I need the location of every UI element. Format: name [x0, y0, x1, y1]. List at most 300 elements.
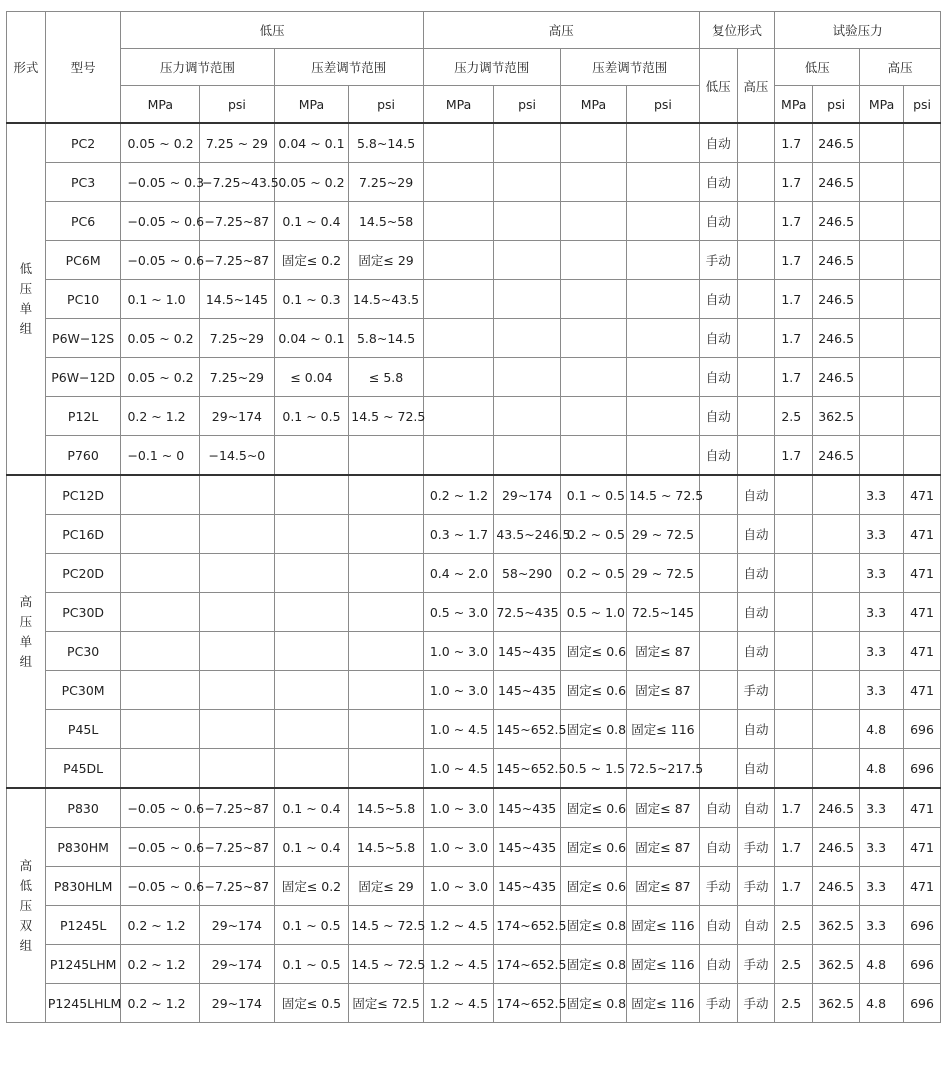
table-cell: 4.8 — [860, 749, 904, 789]
table-cell: 696 — [904, 984, 941, 1023]
table-cell: 固定≤ 116 — [627, 945, 700, 984]
table-cell — [860, 123, 904, 163]
table-cell: 1.0 ~ 4.5 — [423, 710, 494, 749]
table-cell: 246.5 — [813, 867, 860, 906]
header-reset-low: 低压 — [699, 49, 737, 124]
model-cell: PC6 — [45, 202, 121, 241]
group-label-char: 组 — [19, 653, 33, 669]
header-form: 形式 — [7, 12, 46, 124]
table-cell: 固定≤ 116 — [627, 710, 700, 749]
header-test-pressure: 试验压力 — [775, 12, 941, 49]
table-cell: 0.04 ~ 0.1 — [274, 319, 349, 358]
model-cell: P830HM — [45, 828, 121, 867]
table-cell — [860, 241, 904, 280]
table-cell: 0.05 ~ 0.2 — [121, 358, 200, 397]
model-cell: P45DL — [45, 749, 121, 789]
table-cell: ≤ 0.04 — [274, 358, 349, 397]
table-cell — [775, 749, 813, 789]
table-cell: 1.7 — [775, 358, 813, 397]
table-cell — [904, 280, 941, 319]
table-row — [7, 867, 941, 906]
table-cell: 246.5 — [813, 828, 860, 867]
table-cell: 自动 — [699, 436, 737, 476]
table-cell — [699, 515, 737, 554]
table-cell: 自动 — [699, 945, 737, 984]
table-cell: 3.3 — [860, 632, 904, 671]
table-row — [7, 749, 941, 789]
table-cell: 145~652.5 — [494, 710, 560, 749]
table-cell: 0.1 ~ 1.0 — [121, 280, 200, 319]
table-cell — [699, 554, 737, 593]
table-cell: 自动 — [737, 593, 775, 632]
table-cell: 手动 — [737, 984, 775, 1023]
header-low-pressure: 低压 — [121, 12, 423, 49]
group-label — [7, 123, 46, 475]
table-cell: 1.0 ~ 3.0 — [423, 788, 494, 828]
table-cell: 1.0 ~ 3.0 — [423, 671, 494, 710]
table-cell: 362.5 — [813, 984, 860, 1023]
table-cell: 1.0 ~ 3.0 — [423, 828, 494, 867]
table-cell — [737, 319, 775, 358]
table-cell: 29~174 — [200, 906, 275, 945]
table-cell: 3.3 — [860, 828, 904, 867]
table-cell: 29 ~ 72.5 — [627, 554, 700, 593]
table-cell: 5.8~14.5 — [349, 319, 424, 358]
table-cell — [860, 358, 904, 397]
table-cell — [423, 241, 494, 280]
spec-table — [6, 11, 941, 1023]
table-row — [7, 436, 941, 476]
table-cell — [699, 593, 737, 632]
table-cell: 1.2 ~ 4.5 — [423, 945, 494, 984]
group-label-char: 压 — [19, 897, 33, 913]
unit-header-cell: MPa — [860, 86, 904, 124]
table-cell: 696 — [904, 749, 941, 789]
table-cell: 固定≤ 0.8 — [560, 710, 626, 749]
table-cell: 自动 — [699, 397, 737, 436]
table-cell — [274, 671, 349, 710]
table-cell — [775, 671, 813, 710]
table-cell — [560, 319, 626, 358]
table-row — [7, 475, 941, 515]
table-cell — [200, 671, 275, 710]
table-cell — [423, 358, 494, 397]
table-cell: 14.5~58 — [349, 202, 424, 241]
table-cell: 手动 — [737, 828, 775, 867]
table-cell — [775, 475, 813, 515]
table-cell: 14.5 ~ 72.5 — [349, 945, 424, 984]
table-cell: 固定≤ 0.6 — [560, 788, 626, 828]
table-cell: 174~652.5 — [494, 906, 560, 945]
table-row — [7, 828, 941, 867]
table-cell: 4.8 — [860, 710, 904, 749]
table-cell: 固定≤ 116 — [627, 906, 700, 945]
table-cell — [560, 202, 626, 241]
table-cell — [627, 202, 700, 241]
table-cell: 1.7 — [775, 280, 813, 319]
table-cell: −0.05 ~ 0.6 — [121, 867, 200, 906]
table-cell — [699, 671, 737, 710]
table-cell: −7.25~43.5 — [200, 163, 275, 202]
table-cell: 自动 — [699, 123, 737, 163]
table-cell: 4.8 — [860, 984, 904, 1023]
table-cell — [737, 163, 775, 202]
table-cell — [699, 475, 737, 515]
table-cell: 固定≤ 29 — [349, 867, 424, 906]
table-row — [7, 710, 941, 749]
group-label-char: 低 — [19, 261, 33, 276]
table-cell — [274, 515, 349, 554]
table-cell — [349, 515, 424, 554]
table-cell — [627, 241, 700, 280]
table-cell — [274, 632, 349, 671]
table-cell: −0.05 ~ 0.6 — [121, 788, 200, 828]
table-cell: 手动 — [699, 867, 737, 906]
table-row — [7, 202, 941, 241]
table-cell: 固定≤ 0.6 — [560, 828, 626, 867]
table-cell: 0.1 ~ 0.5 — [560, 475, 626, 515]
table-cell — [699, 749, 737, 789]
table-cell — [813, 749, 860, 789]
table-cell: 0.3 ~ 1.7 — [423, 515, 494, 554]
table-cell — [200, 749, 275, 789]
group-label-char: 单 — [19, 633, 33, 649]
table-cell: 0.2 ~ 1.2 — [121, 984, 200, 1023]
table-cell: −7.25~87 — [200, 202, 275, 241]
table-cell: 固定≤ 0.2 — [274, 241, 349, 280]
table-row — [7, 163, 941, 202]
table-cell: 0.1 ~ 0.5 — [274, 945, 349, 984]
table-cell: 471 — [904, 554, 941, 593]
group-label-char: 单 — [19, 301, 33, 316]
table-cell: 0.2 ~ 1.2 — [121, 945, 200, 984]
table-cell: 471 — [904, 632, 941, 671]
table-cell — [121, 671, 200, 710]
table-cell — [349, 671, 424, 710]
table-cell: 29~174 — [494, 475, 560, 515]
table-cell: 固定≤ 0.6 — [560, 867, 626, 906]
table-cell: 14.5~5.8 — [349, 788, 424, 828]
table-cell — [423, 123, 494, 163]
table-cell: −7.25~87 — [200, 828, 275, 867]
unit-header-cell: psi — [349, 86, 424, 124]
table-row — [7, 593, 941, 632]
table-cell — [274, 436, 349, 476]
table-cell: 固定≤ 87 — [627, 632, 700, 671]
table-row — [7, 788, 941, 828]
table-cell — [494, 280, 560, 319]
table-cell — [860, 163, 904, 202]
group-label-char: 压 — [19, 281, 33, 296]
header-test-low: 低压 — [775, 49, 860, 86]
table-cell — [813, 632, 860, 671]
table-cell — [494, 163, 560, 202]
table-cell — [699, 632, 737, 671]
table-cell: 1.2 ~ 4.5 — [423, 984, 494, 1023]
model-cell: P1245L — [45, 906, 121, 945]
table-cell: 手动 — [699, 241, 737, 280]
table-cell: 1.7 — [775, 241, 813, 280]
table-cell: 自动 — [737, 632, 775, 671]
table-cell: 3.3 — [860, 593, 904, 632]
group-3 — [7, 788, 941, 1023]
model-cell: PC2 — [45, 123, 121, 163]
group-label-char: 高 — [19, 593, 33, 609]
table-cell: 自动 — [737, 554, 775, 593]
table-cell — [627, 358, 700, 397]
table-cell: 自动 — [699, 163, 737, 202]
table-cell — [904, 319, 941, 358]
table-row — [7, 906, 941, 945]
table-cell — [775, 632, 813, 671]
model-cell: P45L — [45, 710, 121, 749]
table-cell: 362.5 — [813, 906, 860, 945]
table-row — [7, 123, 941, 163]
table-cell: 自动 — [737, 749, 775, 789]
model-cell: P1245LHLM — [45, 984, 121, 1023]
table-cell: −0.05 ~ 0.3 — [121, 163, 200, 202]
model-cell: P760 — [45, 436, 121, 476]
group-2 — [7, 475, 941, 788]
table-cell: 0.05 ~ 0.2 — [274, 163, 349, 202]
table-cell: 1.7 — [775, 867, 813, 906]
table-cell: 696 — [904, 945, 941, 984]
table-cell: 自动 — [737, 475, 775, 515]
table-cell — [121, 749, 200, 789]
table-cell: 14.5~145 — [200, 280, 275, 319]
table-cell: 145~435 — [494, 632, 560, 671]
table-cell: 固定≤ 0.6 — [560, 632, 626, 671]
table-row — [7, 358, 941, 397]
table-cell — [274, 593, 349, 632]
table-cell — [904, 123, 941, 163]
table-cell: 自动 — [699, 788, 737, 828]
table-cell: 471 — [904, 593, 941, 632]
table-cell: 14.5 ~ 72.5 — [349, 397, 424, 436]
table-row — [7, 319, 941, 358]
unit-header-cell: MPa — [121, 86, 200, 124]
table-cell: 471 — [904, 671, 941, 710]
table-row — [7, 671, 941, 710]
table-cell: 1.7 — [775, 123, 813, 163]
table-cell: 自动 — [737, 515, 775, 554]
table-cell: −14.5~0 — [200, 436, 275, 476]
header-model: 型号 — [45, 12, 121, 124]
table-cell: 3.3 — [860, 867, 904, 906]
model-cell: PC30M — [45, 671, 121, 710]
table-cell: 固定≤ 0.8 — [560, 984, 626, 1023]
table-cell: 29~174 — [200, 397, 275, 436]
table-cell: 1.7 — [775, 828, 813, 867]
table-cell — [813, 475, 860, 515]
header-unit-row — [7, 86, 941, 124]
table-cell — [560, 397, 626, 436]
model-cell: P12L — [45, 397, 121, 436]
table-cell: 0.2 ~ 0.5 — [560, 554, 626, 593]
table-cell — [737, 202, 775, 241]
table-cell — [274, 475, 349, 515]
table-cell: 4.8 — [860, 945, 904, 984]
table-cell — [349, 749, 424, 789]
unit-header-cell: psi — [494, 86, 560, 124]
table-cell: −7.25~87 — [200, 867, 275, 906]
table-cell — [494, 241, 560, 280]
table-cell — [349, 632, 424, 671]
table-cell — [860, 280, 904, 319]
group-label-char: 压 — [19, 613, 33, 629]
unit-header-cell: psi — [200, 86, 275, 124]
table-cell: 0.2 ~ 1.2 — [423, 475, 494, 515]
table-cell — [560, 358, 626, 397]
table-cell: 固定≤ 0.2 — [274, 867, 349, 906]
model-cell: PC16D — [45, 515, 121, 554]
table-cell: 14.5~5.8 — [349, 828, 424, 867]
header-reset-form: 复位形式 — [699, 12, 775, 49]
table-cell — [423, 319, 494, 358]
table-cell: 2.5 — [775, 945, 813, 984]
model-cell: P6W−12S — [45, 319, 121, 358]
table-row — [7, 241, 941, 280]
group-label-char: 组 — [19, 321, 33, 336]
table-cell: 0.2 ~ 0.5 — [560, 515, 626, 554]
table-cell: 自动 — [737, 788, 775, 828]
table-cell — [560, 163, 626, 202]
table-cell: 14.5~43.5 — [349, 280, 424, 319]
table-cell — [200, 554, 275, 593]
table-cell: 1.7 — [775, 436, 813, 476]
table-cell: 自动 — [737, 906, 775, 945]
table-cell: 自动 — [699, 906, 737, 945]
table-cell — [423, 436, 494, 476]
table-cell: 29~174 — [200, 945, 275, 984]
table-cell — [699, 710, 737, 749]
model-cell: PC3 — [45, 163, 121, 202]
table-cell: −0.1 ~ 0 — [121, 436, 200, 476]
group-label — [7, 475, 46, 788]
table-cell — [904, 163, 941, 202]
table-cell: 362.5 — [813, 397, 860, 436]
table-cell: 0.4 ~ 2.0 — [423, 554, 494, 593]
table-cell: 0.1 ~ 0.3 — [274, 280, 349, 319]
group-label-char: 高 — [19, 857, 33, 873]
table-row — [7, 397, 941, 436]
unit-header-cell: psi — [813, 86, 860, 124]
table-cell: 1.7 — [775, 319, 813, 358]
table-cell: 自动 — [699, 828, 737, 867]
table-cell: 固定≤ 0.5 — [274, 984, 349, 1023]
unit-header-cell: MPa — [560, 86, 626, 124]
table-cell: 固定≤ 87 — [627, 788, 700, 828]
table-cell: −7.25~87 — [200, 788, 275, 828]
model-cell: P1245LHM — [45, 945, 121, 984]
table-cell: 174~652.5 — [494, 984, 560, 1023]
table-cell: 7.25~29 — [349, 163, 424, 202]
table-cell — [560, 241, 626, 280]
table-cell: 145~435 — [494, 788, 560, 828]
table-cell: 246.5 — [813, 358, 860, 397]
table-cell — [121, 632, 200, 671]
table-cell: 145~435 — [494, 671, 560, 710]
table-cell — [121, 593, 200, 632]
table-cell: 2.5 — [775, 906, 813, 945]
table-cell: 246.5 — [813, 788, 860, 828]
table-cell — [737, 241, 775, 280]
table-cell: 72.5~145 — [627, 593, 700, 632]
table-cell: ≤ 5.8 — [349, 358, 424, 397]
table-cell: 14.5 ~ 72.5 — [627, 475, 700, 515]
table-cell: 1.7 — [775, 202, 813, 241]
table-cell — [813, 515, 860, 554]
table-cell: 696 — [904, 710, 941, 749]
table-cell — [423, 397, 494, 436]
unit-header-cell: MPa — [423, 86, 494, 124]
table-cell: 3.3 — [860, 515, 904, 554]
group-label — [7, 788, 46, 1023]
table-cell — [121, 475, 200, 515]
header-high-pressure: 高压 — [423, 12, 699, 49]
table-cell: 471 — [904, 475, 941, 515]
table-cell — [627, 163, 700, 202]
header-test-high: 高压 — [860, 49, 941, 86]
table-cell — [737, 123, 775, 163]
table-cell: 3.3 — [860, 906, 904, 945]
table-cell — [860, 436, 904, 476]
table-cell — [813, 710, 860, 749]
table-cell — [737, 280, 775, 319]
unit-header-cell: MPa — [775, 86, 813, 124]
table-cell: 471 — [904, 788, 941, 828]
table-cell — [904, 241, 941, 280]
table-cell: 0.1 ~ 0.5 — [274, 397, 349, 436]
table-cell: 2.5 — [775, 397, 813, 436]
table-cell — [775, 554, 813, 593]
table-cell — [121, 554, 200, 593]
table-cell — [200, 593, 275, 632]
table-cell — [904, 358, 941, 397]
table-cell: 1.2 ~ 4.5 — [423, 906, 494, 945]
table-cell: 1.0 ~ 3.0 — [423, 867, 494, 906]
table-cell: 固定≤ 0.6 — [560, 671, 626, 710]
table-cell — [349, 593, 424, 632]
table-cell — [627, 436, 700, 476]
table-cell: 0.5 ~ 3.0 — [423, 593, 494, 632]
table-cell — [904, 436, 941, 476]
table-cell: 72.5~435 — [494, 593, 560, 632]
table-cell — [494, 436, 560, 476]
table-cell: 471 — [904, 828, 941, 867]
unit-header-cell: psi — [627, 86, 700, 124]
table-row — [7, 554, 941, 593]
table-cell: 手动 — [699, 984, 737, 1023]
table-row — [7, 945, 941, 984]
table-cell: 手动 — [737, 671, 775, 710]
model-cell: PC30 — [45, 632, 121, 671]
group-label-char: 双 — [19, 917, 33, 933]
table-cell: 固定≤ 72.5 — [349, 984, 424, 1023]
group-label-char: 组 — [19, 937, 33, 953]
header-reset-high: 高压 — [737, 49, 775, 124]
table-cell: 246.5 — [813, 280, 860, 319]
table-cell: 自动 — [699, 358, 737, 397]
table-cell — [560, 123, 626, 163]
model-cell: PC30D — [45, 593, 121, 632]
table-cell: 0.5 ~ 1.5 — [560, 749, 626, 789]
table-cell — [274, 749, 349, 789]
table-cell — [775, 593, 813, 632]
table-cell — [494, 397, 560, 436]
table-cell — [494, 358, 560, 397]
table-cell: 471 — [904, 867, 941, 906]
